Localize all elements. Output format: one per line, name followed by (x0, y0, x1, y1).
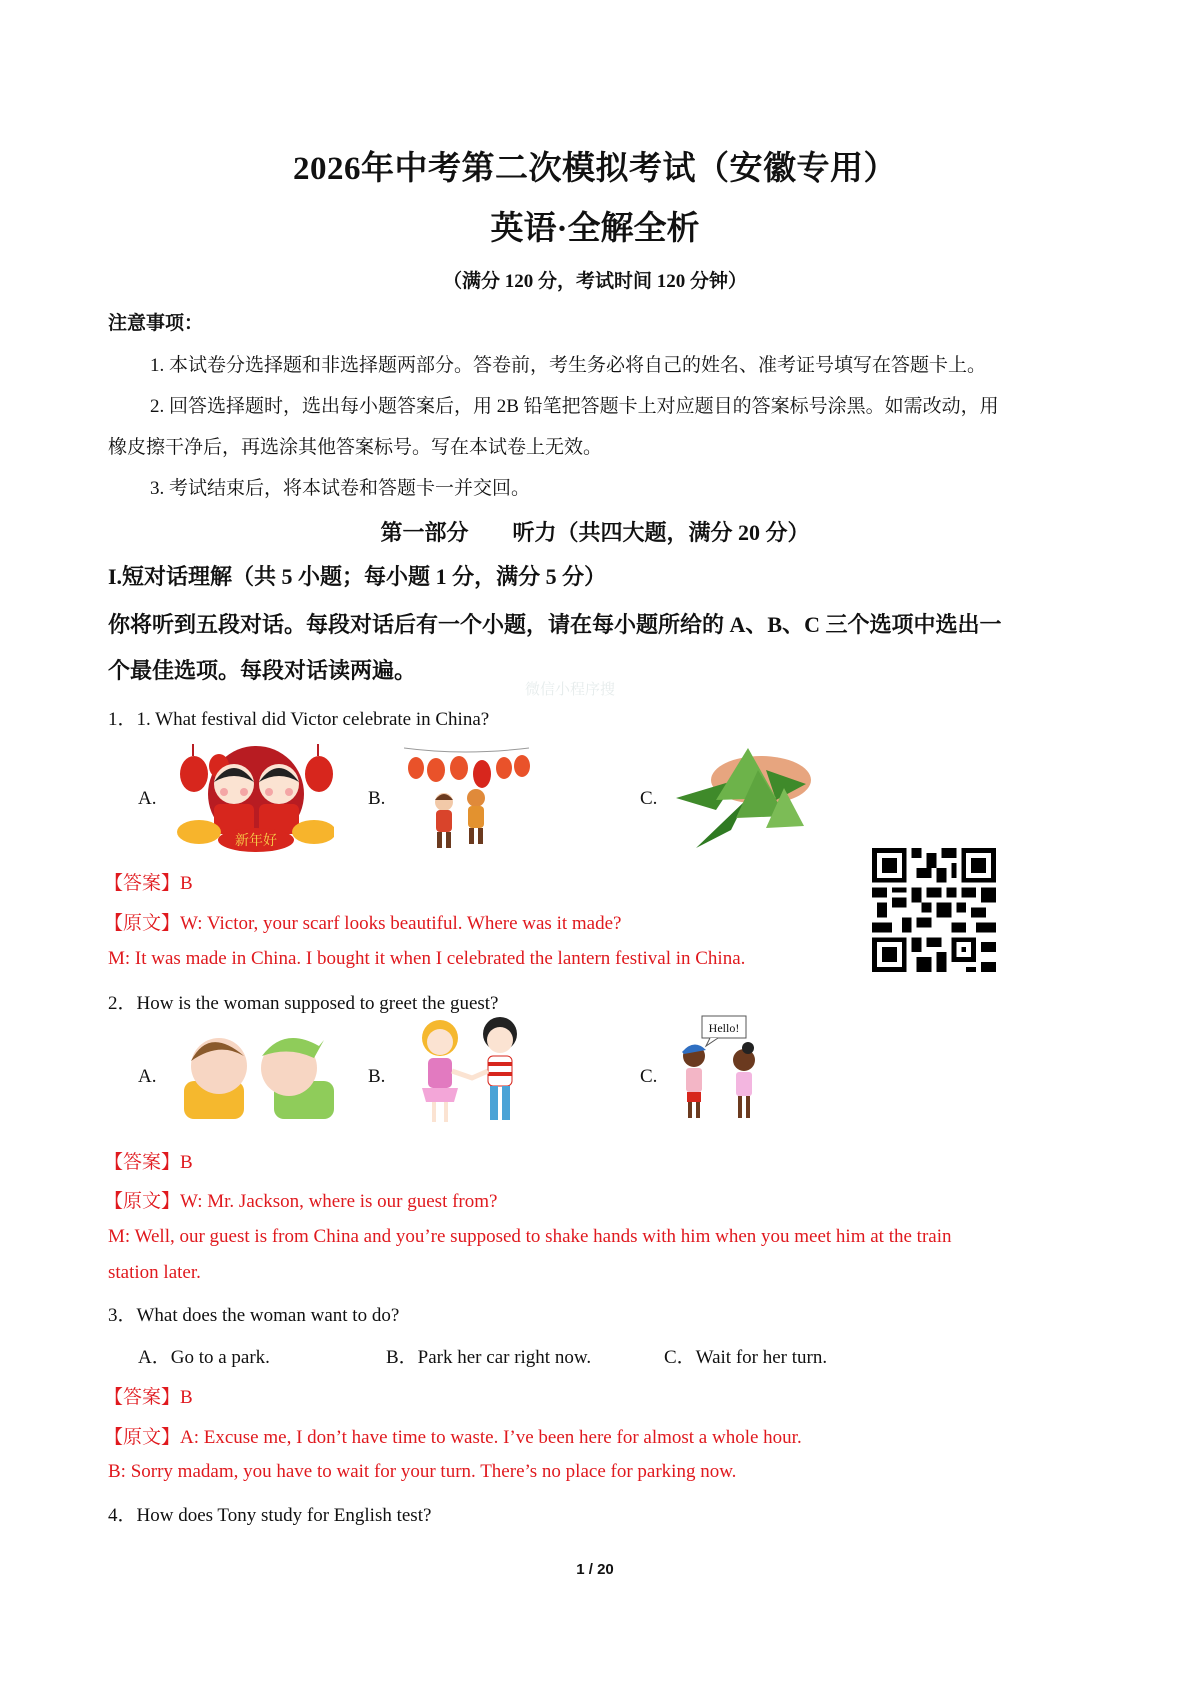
notice-item-3: 3. 考试结束后，将本试卷和答题卡一并交回。 (150, 478, 531, 499)
lantern-festival-illustration (404, 740, 534, 852)
q3-answer: 【答案】B (104, 1387, 193, 1408)
q2-transcript-3: station later. (108, 1262, 201, 1283)
q2-option-c-label: C. (640, 1066, 658, 1087)
q2-transcript-1: 【原文】W: Mr. Jackson, where is our guest from? (104, 1191, 498, 1212)
q2-transcript-2: M: Well, our guest is from China and you’re supposed to shake hands with him when you meet him at the train (108, 1226, 952, 1247)
question-2-prompt: 2．How is the woman supposed to greet the guest? (108, 993, 499, 1014)
notice-heading: 注意事项： (108, 313, 204, 334)
watermark: 微信小程序搜 (525, 680, 616, 698)
score-note: （满分 120 分，考试时间 120 分钟） (442, 271, 747, 292)
instructions-line-1: 你将听到五段对话。每段对话后有一个小题，请在每小题所给的 A、B、C 三个选项中选出一 (108, 612, 1002, 637)
q2-option-a-label: A. (138, 1066, 157, 1087)
part-heading: I.短对话理解（共 5 小题；每小题 1 分，满分 5 分） (108, 564, 607, 589)
q1-transcript-2: M: It was made in China. I bought it when I celebrated the lantern festival in China. (108, 948, 746, 969)
q1-option-c-label: C. (640, 788, 658, 809)
page-number: 1 / 20 (576, 1561, 614, 1578)
instructions-line-2: 个最佳选项。每段对话读两遍。 (108, 658, 417, 683)
svg-text:新年好: 新年好 (235, 833, 277, 849)
notice-item-2: 2. 回答选择题时，选出每小题答案后，用 2B 铅笔把答题卡上对应题目的答案标号涂黑。如需改动，用 (150, 396, 999, 417)
q3-transcript-1: 【原文】A: Excuse me, I don’t have time to waste. I’ve been here for almost a whole hour. (104, 1427, 802, 1448)
q2-answer: 【答案】B (104, 1152, 193, 1173)
q1-answer: 【答案】B (104, 873, 193, 894)
q3-transcript-2: B: Sorry madam, you have to wait for your turn. There’s no place for parking now. (108, 1461, 737, 1482)
notice-item-1: 1. 本试卷分选择题和非选择题两部分。答卷前，考生务必将自己的姓名、准考证号填写在答题卡上。 (150, 355, 987, 376)
question-3-prompt: 3．What does the woman want to do? (108, 1305, 400, 1326)
speech-bubble-text: Hello! (708, 1021, 740, 1035)
saying-hello-illustration (672, 1014, 782, 1134)
q1-option-b-label: B. (368, 788, 386, 809)
shaking-hands-illustration (410, 1016, 540, 1131)
q3-option-b: B．Park her car right now. (386, 1347, 592, 1368)
q1-option-a-label: A. (138, 788, 157, 809)
q2-option-b-label: B. (368, 1066, 386, 1087)
notice-item-2-cont: 橡皮擦干净后，再选涂其他答案标号。写在本试卷上无效。 (108, 437, 603, 458)
zongzi-illustration (676, 740, 816, 850)
question-1-prompt: 1．1. What festival did Victor celebrate in China? (108, 709, 490, 730)
q3-option-c: C．Wait for her turn. (664, 1347, 828, 1368)
bowing-boys-illustration (174, 1026, 349, 1121)
spring-festival-children-illustration (174, 744, 334, 854)
qr-code[interactable] (872, 848, 996, 972)
document-subtitle: 英语·全解全析 (490, 211, 700, 247)
q1-transcript-1: 【原文】W: Victor, your scarf looks beautiful. Where was it made? (104, 913, 622, 934)
q3-option-a: A．Go to a park. (138, 1347, 270, 1368)
document-title: 2026年中考第二次模拟考试（安徽专用） (293, 151, 897, 187)
section-heading: 第一部分 听力（共四大题，满分 20 分） (380, 520, 810, 545)
question-4-prompt: 4．How does Tony study for English test? (108, 1505, 432, 1526)
